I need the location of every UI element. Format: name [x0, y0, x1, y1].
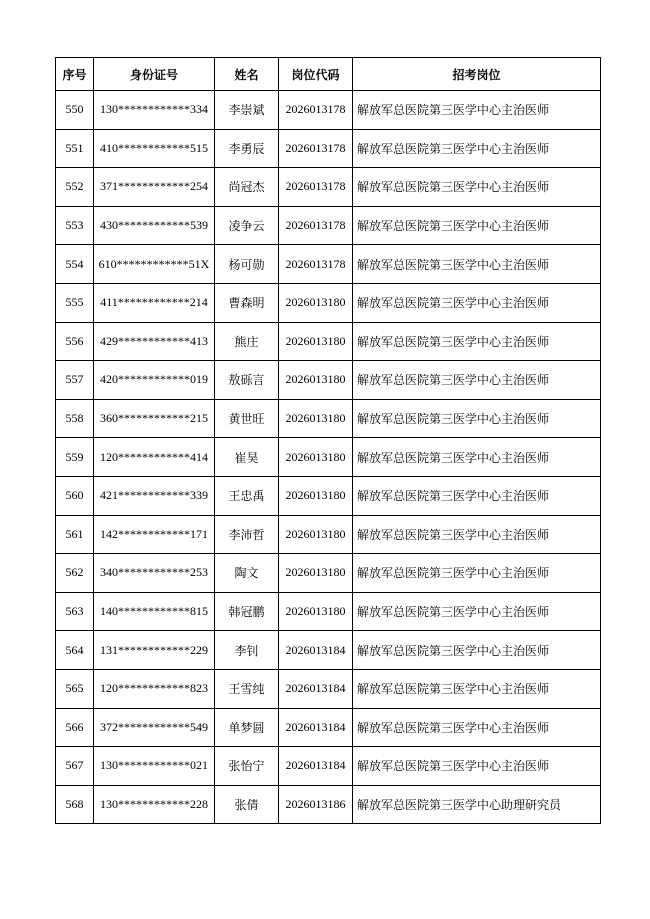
cell-code: 2026013180 — [279, 476, 353, 515]
cell-id: 372************549 — [94, 708, 215, 747]
table-row — [56, 399, 601, 438]
cell-id: 411************214 — [94, 283, 215, 322]
table-row — [56, 785, 601, 824]
cell-code: 2026013184 — [279, 747, 353, 786]
cell-seq: 564 — [56, 631, 94, 670]
cell-seq: 556 — [56, 322, 94, 361]
cell-code: 2026013178 — [279, 91, 353, 130]
cell-id: 371************254 — [94, 168, 215, 207]
cell-seq: 558 — [56, 399, 94, 438]
cell-seq: 567 — [56, 747, 94, 786]
cell-name: 尚冠杰 — [215, 168, 279, 207]
cell-code: 2026013180 — [279, 515, 353, 554]
cell-code: 2026013178 — [279, 129, 353, 168]
cell-position: 解放军总医院第三医学中心主治医师 — [353, 361, 601, 400]
cell-seq: 554 — [56, 245, 94, 284]
cell-name: 王忠禹 — [215, 476, 279, 515]
cell-id: 130************334 — [94, 91, 215, 130]
cell-id: 360************215 — [94, 399, 215, 438]
cell-code: 2026013180 — [279, 361, 353, 400]
cell-id: 429************413 — [94, 322, 215, 361]
cell-seq: 551 — [56, 129, 94, 168]
cell-name: 陶文 — [215, 554, 279, 593]
cell-code: 2026013180 — [279, 322, 353, 361]
cell-position: 解放军总医院第三医学中心主治医师 — [353, 515, 601, 554]
cell-code: 2026013180 — [279, 438, 353, 477]
table-row — [56, 206, 601, 245]
cell-position: 解放军总医院第三医学中心主治医师 — [353, 438, 601, 477]
cell-seq: 562 — [56, 554, 94, 593]
cell-code: 2026013186 — [279, 785, 353, 824]
cell-seq: 557 — [56, 361, 94, 400]
cell-id: 120************823 — [94, 669, 215, 708]
cell-id: 430************539 — [94, 206, 215, 245]
cell-position: 解放军总医院第三医学中心主治医师 — [353, 476, 601, 515]
cell-seq: 550 — [56, 91, 94, 130]
cell-seq: 553 — [56, 206, 94, 245]
cell-code: 2026013184 — [279, 669, 353, 708]
cell-position: 解放军总医院第三医学中心主治医师 — [353, 245, 601, 284]
cell-name: 黄世旺 — [215, 399, 279, 438]
cell-name: 李勇辰 — [215, 129, 279, 168]
cell-position: 解放军总医院第三医学中心主治医师 — [353, 322, 601, 361]
cell-id: 120************414 — [94, 438, 215, 477]
cell-seq: 559 — [56, 438, 94, 477]
column-header-position: 招考岗位 — [353, 58, 601, 91]
cell-seq: 561 — [56, 515, 94, 554]
cell-name: 敖砾言 — [215, 361, 279, 400]
cell-id: 130************021 — [94, 747, 215, 786]
cell-position: 解放军总医院第三医学中心主治医师 — [353, 206, 601, 245]
table-row — [56, 631, 601, 670]
cell-id: 410************515 — [94, 129, 215, 168]
cell-seq: 563 — [56, 592, 94, 631]
column-header-seq: 序号 — [56, 58, 94, 91]
cell-id: 421************339 — [94, 476, 215, 515]
column-header-name: 姓名 — [215, 58, 279, 91]
table-row — [56, 91, 601, 130]
table-row — [56, 245, 601, 284]
cell-seq: 568 — [56, 785, 94, 824]
cell-position: 解放军总医院第三医学中心主治医师 — [353, 399, 601, 438]
cell-position: 解放军总医院第三医学中心主治医师 — [353, 91, 601, 130]
cell-name: 张怡宁 — [215, 747, 279, 786]
cell-name: 李崇斌 — [215, 91, 279, 130]
table-row — [56, 554, 601, 593]
cell-position: 解放军总医院第三医学中心主治医师 — [353, 168, 601, 207]
cell-name: 韩冠鹏 — [215, 592, 279, 631]
cell-seq: 566 — [56, 708, 94, 747]
cell-id: 130************228 — [94, 785, 215, 824]
table-row — [56, 168, 601, 207]
cell-name: 杨可勋 — [215, 245, 279, 284]
cell-id: 420************019 — [94, 361, 215, 400]
recruitment-roster-table — [55, 57, 601, 824]
cell-code: 2026013180 — [279, 554, 353, 593]
table-row — [56, 515, 601, 554]
table-row — [56, 669, 601, 708]
cell-id: 140************815 — [94, 592, 215, 631]
cell-position: 解放军总医院第三医学中心主治医师 — [353, 747, 601, 786]
cell-position: 解放军总医院第三医学中心主治医师 — [353, 708, 601, 747]
column-header-code: 岗位代码 — [279, 58, 353, 91]
table-row — [56, 592, 601, 631]
table-row — [56, 283, 601, 322]
cell-position: 解放军总医院第三医学中心主治医师 — [353, 283, 601, 322]
cell-id: 610************51X — [94, 245, 215, 284]
cell-position: 解放军总医院第三医学中心主治医师 — [353, 554, 601, 593]
cell-seq: 560 — [56, 476, 94, 515]
cell-code: 2026013178 — [279, 206, 353, 245]
cell-seq: 555 — [56, 283, 94, 322]
cell-code: 2026013180 — [279, 592, 353, 631]
table-row — [56, 129, 601, 168]
table-row — [56, 747, 601, 786]
cell-position: 解放军总医院第三医学中心助理研究员 — [353, 785, 601, 824]
cell-id: 340************253 — [94, 554, 215, 593]
table-row — [56, 438, 601, 477]
cell-code: 2026013178 — [279, 245, 353, 284]
cell-seq: 552 — [56, 168, 94, 207]
table-row — [56, 322, 601, 361]
table-row — [56, 361, 601, 400]
table-header — [56, 58, 601, 91]
table-header-row — [56, 58, 601, 91]
cell-name: 曹森明 — [215, 283, 279, 322]
cell-name: 单梦圆 — [215, 708, 279, 747]
cell-position: 解放军总医院第三医学中心主治医师 — [353, 129, 601, 168]
cell-id: 131************229 — [94, 631, 215, 670]
cell-name: 李钊 — [215, 631, 279, 670]
cell-name: 李沛哲 — [215, 515, 279, 554]
cell-code: 2026013184 — [279, 631, 353, 670]
cell-code: 2026013178 — [279, 168, 353, 207]
cell-code: 2026013180 — [279, 283, 353, 322]
table-row — [56, 476, 601, 515]
column-header-id: 身份证号 — [94, 58, 215, 91]
cell-position: 解放军总医院第三医学中心主治医师 — [353, 631, 601, 670]
cell-name: 凌争云 — [215, 206, 279, 245]
cell-name: 张倩 — [215, 785, 279, 824]
cell-name: 王雪纯 — [215, 669, 279, 708]
cell-seq: 565 — [56, 669, 94, 708]
cell-name: 崔昊 — [215, 438, 279, 477]
cell-name: 熊庄 — [215, 322, 279, 361]
table-body — [56, 91, 601, 824]
cell-code: 2026013184 — [279, 708, 353, 747]
cell-code: 2026013180 — [279, 399, 353, 438]
cell-id: 142************171 — [94, 515, 215, 554]
cell-position: 解放军总医院第三医学中心主治医师 — [353, 669, 601, 708]
table-row — [56, 708, 601, 747]
cell-position: 解放军总医院第三医学中心主治医师 — [353, 592, 601, 631]
